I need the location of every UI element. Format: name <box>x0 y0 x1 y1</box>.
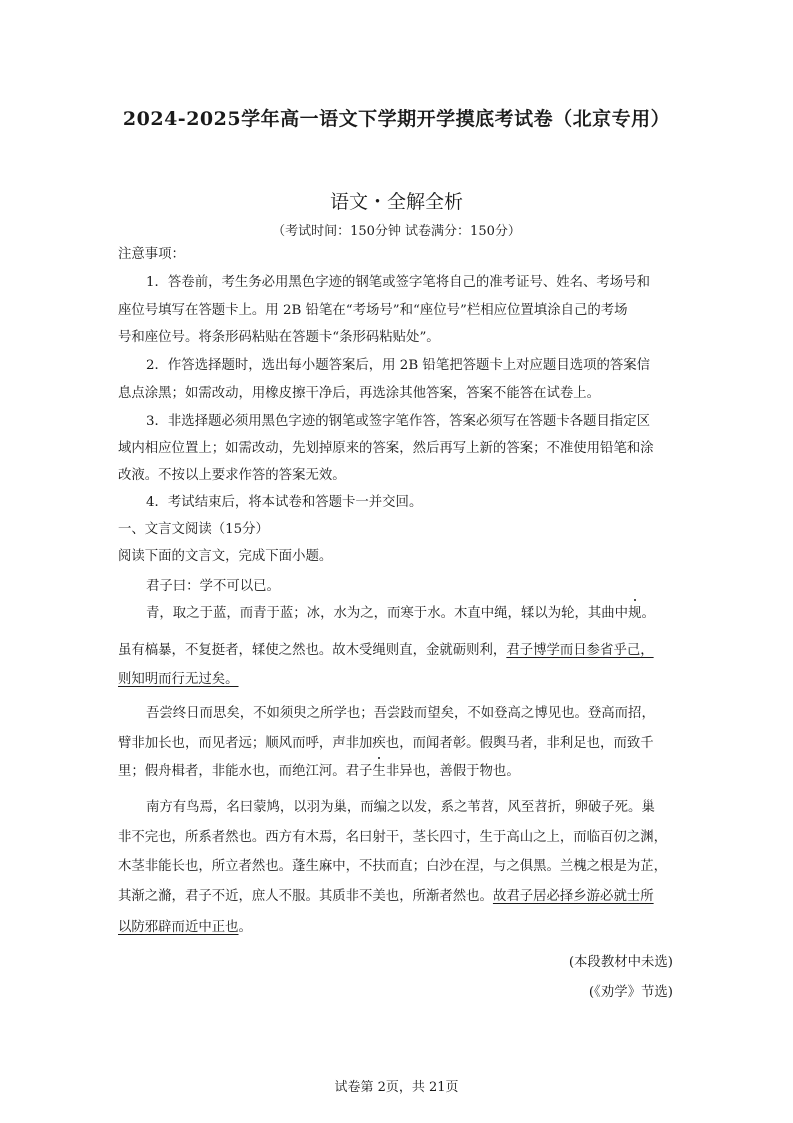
passage-line <box>118 670 678 690</box>
passage-text: 非异也，善假于物也。 <box>385 764 520 779</box>
passage-text: 青，取之于蓝，而青于蓝；冰，水为之，而寒于水。木直中绳，𫐓以为轮，其曲中 <box>146 606 629 621</box>
source-note: (本段教材中未选) <box>568 955 673 970</box>
passage-line <box>118 762 678 782</box>
exam-title: 2024-2025学年高一语文下学期开学摸底考试卷（北京专用） <box>122 108 671 130</box>
passage-line: 吾尝终日而思矣，不如须臾之所学也；吾尝跂而望矣，不如登高之博见也。登高而招， <box>146 706 655 721</box>
passage-line: 非不完也，所系者然也。西方有木焉，名曰射干，茎长四寸，生于高山之上，而临百仞之渊， <box>118 830 668 845</box>
notice-line: 号和座位号。将条形码粘贴在答题卡“条形码粘贴处”。 <box>118 330 440 345</box>
notice-line: 座位号填写在答题卡上。用 2B 铅笔在“考场号”和“座位号”栏相应位置填涂自己的考场 <box>118 303 628 318</box>
exam-subtitle: 语文・全解全析 <box>329 191 463 213</box>
notice-line: 改液。不按以上要求作答的答案无效。 <box>118 468 346 483</box>
underlined-sentence: 以防邪辟而近中正也 <box>118 920 239 935</box>
passage-text: 。 <box>238 920 252 935</box>
underlined-sentence: 故君子居必择乡游必就士所 <box>492 889 654 904</box>
passage-text: 其渐之滫，君子不近，庶人不服。其质非不美也，所渐者然也。 <box>118 889 493 904</box>
section-heading: 一、文言文阅读（15分） <box>118 522 269 537</box>
passage-line: 君子曰：学不可以已。 <box>146 579 280 594</box>
emphasis-dotted-char: 生 <box>372 762 385 782</box>
passage-line <box>118 887 678 907</box>
passage-line: 南方有鸟焉，名曰蒙鸠，以羽为巢，而编之以发，系之苇苕，风至苕折，卵破子死。巢 <box>146 800 655 815</box>
notice-line: 息点涂黑；如需改动，用橡皮擦干净后，再选涂其他答案，答案不能答在试卷上。 <box>118 386 601 401</box>
notice-line: 3．非选择题必须用黑色字迹的钢笔或签字笔作答，答案必须写在答题卡各题目指定区 <box>146 414 650 429</box>
passage-line <box>118 641 678 661</box>
passage-line: 臂非加长也，而见者远；顺风而呼，声非加疾也，而闻者彰。假舆马者，非利足也，而致千 <box>118 736 654 751</box>
notice-heading: 注意事项： <box>118 247 185 262</box>
notice-line: 4．考试结束后，将本试卷和答题卡一并交回。 <box>146 495 423 510</box>
underlined-sentence: 则知明而行无过矣。 <box>118 672 239 687</box>
notice-line: 域内相应位置上；如需改动，先划掉原来的答案，然后再写上新的答案；不准使用铅笔和涂 <box>118 441 654 456</box>
notice-line: 1．答卷前，考生务必用黑色字迹的钢笔或签字笔将自己的准考证号、姓名、考场号和 <box>146 275 650 290</box>
passage-line <box>118 918 678 938</box>
page-footer: 试卷第 2页，共 21页 <box>334 1080 459 1095</box>
section-instruction: 阅读下面的文言文，完成下面小题。 <box>118 549 333 564</box>
passage-text: 。 <box>641 606 655 621</box>
exam-time-score: （考试时间：150分钟 试卷满分：150分） <box>272 224 521 239</box>
notice-line: 2．作答选择题时，选出每小题答案后，用 2B 铅笔把答题卡上对应题目选项的答案信 <box>146 358 651 373</box>
passage-text: 里；假舟楫者，非能水也，而绝江河。君子 <box>118 764 373 779</box>
passage-line <box>146 604 678 624</box>
source-citation: (《劝学》节选) <box>588 985 673 1000</box>
passage-line: 木茎非能长也，所立者然也。蓬生麻中，不扶而直；白沙在涅，与之俱黑。兰槐之根是为芷， <box>118 859 668 874</box>
underlined-sentence: 君子博学而日参省乎己， <box>506 643 654 658</box>
passage-text: 虽有槁暴，不复挺者，𫐓使之然也。故木受绳则直，金就砺则利， <box>118 643 507 658</box>
emphasis-dotted-char: 规 <box>628 604 641 624</box>
